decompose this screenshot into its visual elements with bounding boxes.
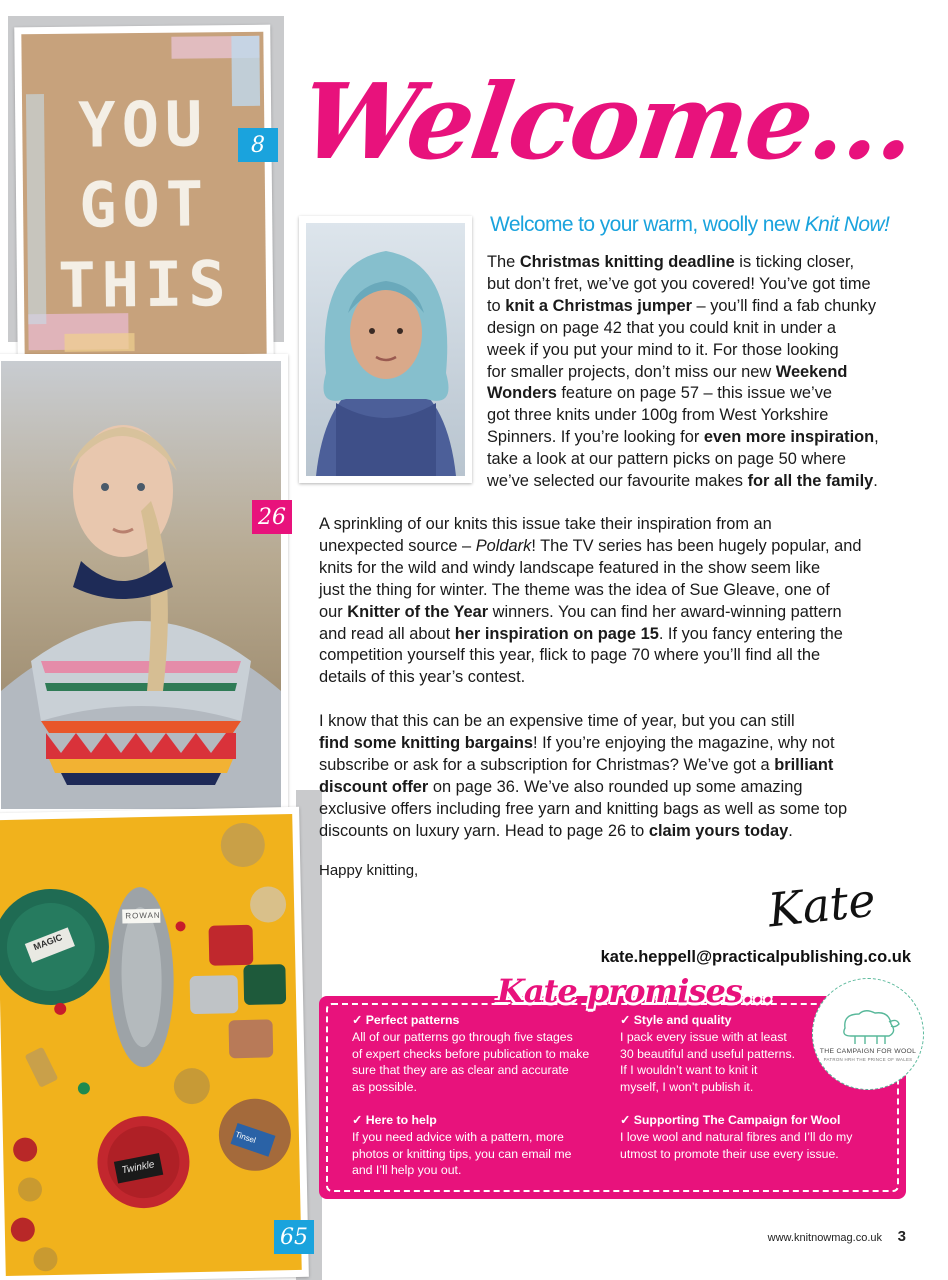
- promise-title: ✓ Perfect patterns: [352, 1013, 460, 1027]
- sheep-icon: [833, 1006, 903, 1046]
- bargains-text: on page 36. We’ve also rounded up some amazing: [428, 777, 803, 796]
- intro-line: [487, 362, 917, 384]
- promise-text: and I’ll help you out.: [352, 1163, 462, 1178]
- fair-isle-model-photo: [0, 354, 288, 816]
- page-title: Welcome...: [293, 60, 923, 183]
- poldark-line: [319, 645, 919, 667]
- intro-text: for smaller projects, don’t miss our new: [487, 362, 776, 381]
- poldark-text: her inspiration on page 15: [454, 624, 659, 643]
- bargains-text: I know that this can be an expensive time of year, but you can still: [319, 712, 795, 730]
- poldark-line: [319, 602, 919, 624]
- promise-text: photos or knitting tips, you can email me: [352, 1146, 572, 1161]
- intro-text: ,: [874, 428, 879, 447]
- bargains-line: [319, 733, 919, 755]
- page-tag-8[interactable]: 8: [238, 128, 278, 162]
- editor-portrait-illustration: [306, 223, 465, 476]
- intro-text: Wonders: [487, 384, 557, 403]
- promise-text: I pack every issue with at least: [620, 1029, 787, 1044]
- bargains-text: exclusive offers including free yarn and knitting bags as well as some top: [319, 799, 848, 818]
- promise-perfect-patterns: [352, 1012, 612, 1096]
- intro-text: got three knits under 100g from West Yorkshire: [487, 406, 829, 425]
- poldark-text: details of this year’s contest.: [319, 668, 526, 687]
- bargains-line: [319, 799, 919, 821]
- cross-stitch-word-3: THIS: [57, 247, 232, 322]
- poldark-paragraph: [319, 514, 919, 689]
- bargains-paragraph: [319, 711, 919, 842]
- promise-text: If I wouldn’t want to knit it: [620, 1063, 758, 1078]
- cross-stitch-word-2: GOT: [78, 167, 210, 242]
- poldark-text: competition yourself this year, flick to page 70 where you’ll find all the: [319, 646, 821, 665]
- poldark-text: our: [319, 602, 348, 621]
- poldark-text: unexpected source –: [319, 536, 476, 555]
- intro-text: The: [487, 253, 520, 271]
- poldark-text: winners. You can find her award-winning pattern: [488, 602, 842, 621]
- intro-line: [487, 405, 917, 427]
- bargains-text: find some knitting bargains: [319, 733, 534, 752]
- standfirst-text: Welcome to your warm, woolly new: [490, 213, 805, 236]
- bargains-text: ! If you’re enjoying the magazine, why not: [533, 733, 835, 752]
- yarn-label-twinkle: Twinkle: [120, 1159, 156, 1177]
- bargains-text: .: [788, 821, 793, 840]
- promise-style-quality: [620, 1012, 820, 1096]
- promise-title: ✓ Style and quality: [620, 1013, 732, 1027]
- badge-subtext: PATRON HRH THE PRINCE OF WALES: [823, 1057, 913, 1062]
- editor-email[interactable]: kate.heppell@practicalpublishing.co.uk: [600, 948, 911, 966]
- intro-text: we’ve selected our favourite makes: [487, 472, 748, 491]
- promise-text: of expert checks before publication to make: [352, 1046, 590, 1061]
- bargains-line: [319, 755, 919, 777]
- bargains-line: [319, 821, 919, 843]
- intro-paragraph: [487, 252, 917, 493]
- promise-text: All of our patterns go through five stages: [352, 1029, 573, 1044]
- poldark-line: [319, 558, 919, 580]
- you-got-this-photo: [14, 25, 274, 364]
- model-illustration: [1, 361, 281, 809]
- intro-text: – you’ll find a fab chunky: [691, 296, 877, 315]
- bargains-text: discount offer: [319, 777, 429, 796]
- intro-text: to: [487, 296, 506, 315]
- intro-text: is ticking closer,: [734, 253, 855, 271]
- intro-text: knit a Christmas jumper: [505, 296, 692, 315]
- signature: Kate: [765, 872, 879, 938]
- intro-line: [487, 449, 917, 471]
- intro-text: .: [873, 472, 878, 491]
- footer-url[interactable]: www.knitnowmag.co.uk: [767, 1232, 882, 1244]
- poldark-line: [319, 536, 919, 558]
- intro-line: [487, 340, 917, 362]
- intro-line: [487, 383, 917, 405]
- promise-text: utmost to promote their use every issue.: [620, 1146, 839, 1161]
- badge-text: THE CAMPAIGN FOR WOOL: [819, 1048, 917, 1055]
- page-number: 3: [897, 1228, 906, 1245]
- bargains-text: discounts on luxury yarn. Head to page 26 to: [319, 821, 649, 840]
- poldark-text: . If you fancy entering the: [658, 624, 843, 643]
- intro-text: Christmas knitting deadline: [519, 253, 735, 271]
- intro-text: week if you put your mind to it. For those looking: [487, 340, 839, 359]
- intro-text: for all the family: [747, 472, 874, 491]
- bargains-line: [319, 777, 919, 799]
- poldark-text: Poldark: [475, 536, 532, 555]
- campaign-for-wool-badge: [812, 978, 924, 1090]
- poldark-line: [319, 667, 919, 689]
- bargains-line: [319, 711, 919, 733]
- poldark-text: A sprinkling of our knits this issue take their inspiration from an: [319, 515, 772, 533]
- poldark-line: [319, 580, 919, 602]
- promise-text: 30 beautiful and useful patterns.: [620, 1046, 796, 1061]
- promises-heading: Kate promises...: [497, 972, 773, 1010]
- intro-text: design on page 42 that you could knit in under a: [487, 318, 837, 337]
- bargains-text: subscribe or ask for a subscription for Christmas? We’ve got a: [319, 755, 775, 774]
- intro-text: Weekend: [775, 362, 848, 381]
- promise-title: ✓ Here to help: [352, 1113, 437, 1127]
- promise-campaign-for-wool: [620, 1112, 890, 1162]
- bargains-text: brilliant: [774, 755, 834, 774]
- promise-text: myself, I won’t publish it.: [620, 1080, 754, 1095]
- editor-portrait: [299, 216, 472, 483]
- intro-line: [487, 252, 917, 274]
- bargains-text: claim yours today: [648, 821, 789, 840]
- promise-text: as possible.: [352, 1080, 417, 1095]
- promise-text: If you need advice with a pattern, more: [352, 1129, 564, 1144]
- yarn-label-tinsel: Tinsel: [234, 1129, 257, 1146]
- poldark-line: [319, 514, 919, 536]
- page-tag-65[interactable]: 65: [274, 1220, 314, 1254]
- promise-text: I love wool and natural fibres and I’ll do my: [620, 1129, 853, 1144]
- poldark-text: just the thing for winter. The theme was the idea of Sue Gleave, one of: [319, 580, 830, 599]
- christmas-yarn-photo: [0, 807, 309, 1280]
- poldark-text: ! The TV series has been hugely popular, and: [531, 536, 862, 555]
- standfirst: [490, 213, 910, 237]
- intro-line: [487, 296, 917, 318]
- intro-text: even more inspiration: [703, 428, 875, 447]
- intro-line: [487, 274, 917, 296]
- cross-stitch-word-1: YOU: [77, 87, 209, 162]
- intro-text: take a look at our pattern picks on page 50 where: [487, 450, 847, 469]
- intro-text: Spinners. If you’re looking for: [487, 428, 704, 447]
- intro-text: feature on page 57 – this issue we’ve: [556, 384, 833, 403]
- poldark-text: Knitter of the Year: [347, 602, 489, 621]
- yarn-label-rowan: ROWAN: [125, 910, 161, 921]
- poldark-line: [319, 624, 919, 646]
- promise-title: ✓ Supporting The Campaign for Wool: [620, 1113, 841, 1127]
- intro-line: [487, 318, 917, 340]
- poldark-text: knits for the wild and windy landscape featured in the show seem like: [319, 558, 821, 577]
- poldark-text: and read all about: [319, 624, 455, 643]
- yarn-flatlay-illustration: [0, 814, 302, 1276]
- intro-line: [487, 471, 917, 493]
- intro-text: but don’t fret, we’ve got you covered! You’ve got time: [487, 274, 871, 293]
- intro-line: [487, 427, 917, 449]
- promise-text: sure that they are as clear and accurate: [352, 1063, 569, 1078]
- promise-here-to-help: [352, 1112, 612, 1179]
- sign-off: Happy knitting,: [319, 862, 419, 879]
- page-tag-26[interactable]: 26: [252, 500, 292, 534]
- magazine-name: Knit Now!: [804, 213, 890, 236]
- yarn-label-magic: MAGIC: [32, 932, 64, 953]
